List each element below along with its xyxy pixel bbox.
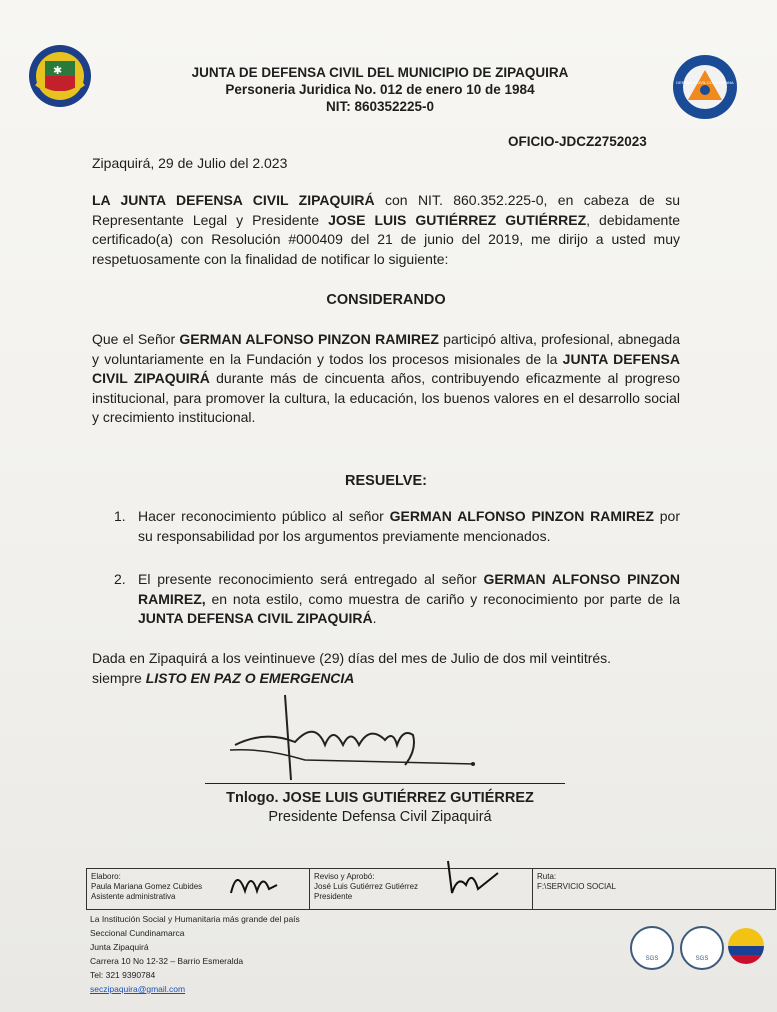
svg-text:✱: ✱ [53, 64, 63, 77]
motto: LISTO EN PAZ O EMERGENCIA [145, 670, 355, 686]
date-line: Zipaquirá, 29 de Julio del 2.023 [92, 155, 288, 171]
footer-email[interactable]: seczipaquira@gmail.com [90, 984, 186, 994]
footer-contact [90, 914, 450, 995]
signer-role: Presidente Defensa Civil Zipaquirá [268, 809, 492, 825]
list-number: 1. [114, 508, 126, 524]
elaboro-cell: Elaboro: Paula Mariana Gomez Cubides Asistente administrativa [87, 869, 310, 909]
footer-tagline: La Institución Social y Humanitaria más grande del país [90, 914, 300, 924]
defensa-civil-colombiana-logo [672, 54, 734, 116]
header-title: JUNTA DE DEFENSA CIVIL DEL MUNICIPIO DE ZIPAQUIRA [191, 65, 569, 80]
president-signature [225, 690, 495, 790]
intro-president-name: JOSE LUIS GUTIÉRREZ GUTIÉRREZ [328, 211, 587, 228]
considerando-paragraph: Que el Señor GERMAN ALFONSO PINZON RAMIREZ participó altiva, profesional, abnegada y voluntariamente en la Fundación y todos los procesos misionales de la JUNTA DEFENSA CIVIL ZIPAQUIRÁ durante más de cincuenta años, contribuyendo eficazmente al progreso institucional, para promover la cultura, la educación, los buenos valores en el desarrollo social y crecimiento institucional. [92, 331, 681, 425]
closing-line: Dada en Zipaquirá a los veintinueve (29) días del mes de Julio de dos mil veintitrés. [92, 650, 612, 666]
intro-org: LA JUNTA DEFENSA CIVIL ZIPAQUIRÁ [92, 192, 375, 208]
list-number: 2. [114, 571, 126, 587]
resuelve-item-1: 1. Hacer reconocimiento público al señor GERMAN ALFONSO PINZON RAMIREZ por su responsabilidad por los argumentos previamente mencionados. [114, 508, 680, 544]
honoree-name: GERMAN ALFONSO PINZON RAMIREZ [179, 331, 439, 347]
office-reference: OFICIO-JDCZ2752023 [508, 134, 647, 149]
footer-seccional: Seccional Cundinamarca [90, 928, 185, 938]
ruta-cell: Ruta: F:\SERVICIO SOCIAL [537, 872, 616, 891]
reviso-signature [438, 855, 508, 901]
header-nit: NIT: 860352225-0 [325, 99, 435, 114]
footer-address: Carrera 10 No 12-32 – Barrio Esmeralda [90, 956, 244, 966]
footer-phone: Tel: 321 9390784 [90, 970, 156, 980]
right-logo-text: DEFENSA CIVIL COLOMBIANA [676, 80, 734, 85]
signature-line [205, 783, 565, 784]
approval-table [86, 868, 776, 910]
header-legal: Personeria Juridica No. 012 de enero 10 de 1984 [225, 82, 535, 97]
sgs-seal-1: SGS [630, 926, 674, 970]
elaboro-signature [227, 863, 287, 903]
defensa-civil-zipaquira-logo [28, 44, 90, 106]
resuelve-item-2: 2. El presente reconocimiento será entregado al señor GERMAN ALFONSO PINZON RAMIREZ, en nota estilo, como muestra de cariño y reconocimiento por parte de la JUNTA DEFENSA CIVIL ZIPAQUIRÁ. [114, 571, 680, 626]
intro-paragraph: LA JUNTA DEFENSA CIVIL ZIPAQUIRÁ con NIT. 860.352.225-0, en cabeza de su Representante Legal y Presidente JOSE LUIS GUTIÉRREZ GUTIÉRREZ, debidamente certificado(a) con Resolución #000409 del 21 de junio del 2019, me dirijo a usted muy respetuosamente con la finalidad de notificar lo siguiente: [92, 192, 680, 267]
footer-junta: Junta Zipaquirá [90, 942, 149, 952]
resuelve-title: RESUELVE: [345, 473, 427, 489]
reviso-cell: Reviso y Aprobó: José Luis Gutiérrez Gutiérrez Presidente [310, 869, 533, 909]
sgs-seal-2: SGS [680, 926, 724, 970]
considerando-title: CONSIDERANDO [326, 292, 446, 308]
signer-name: Tnlogo. JOSE LUIS GUTIÉRREZ GUTIÉRREZ [226, 790, 534, 806]
motto-line: siempre LISTO EN PAZ O EMERGENCIA [92, 670, 355, 686]
colombia-flag-icon [728, 928, 764, 964]
